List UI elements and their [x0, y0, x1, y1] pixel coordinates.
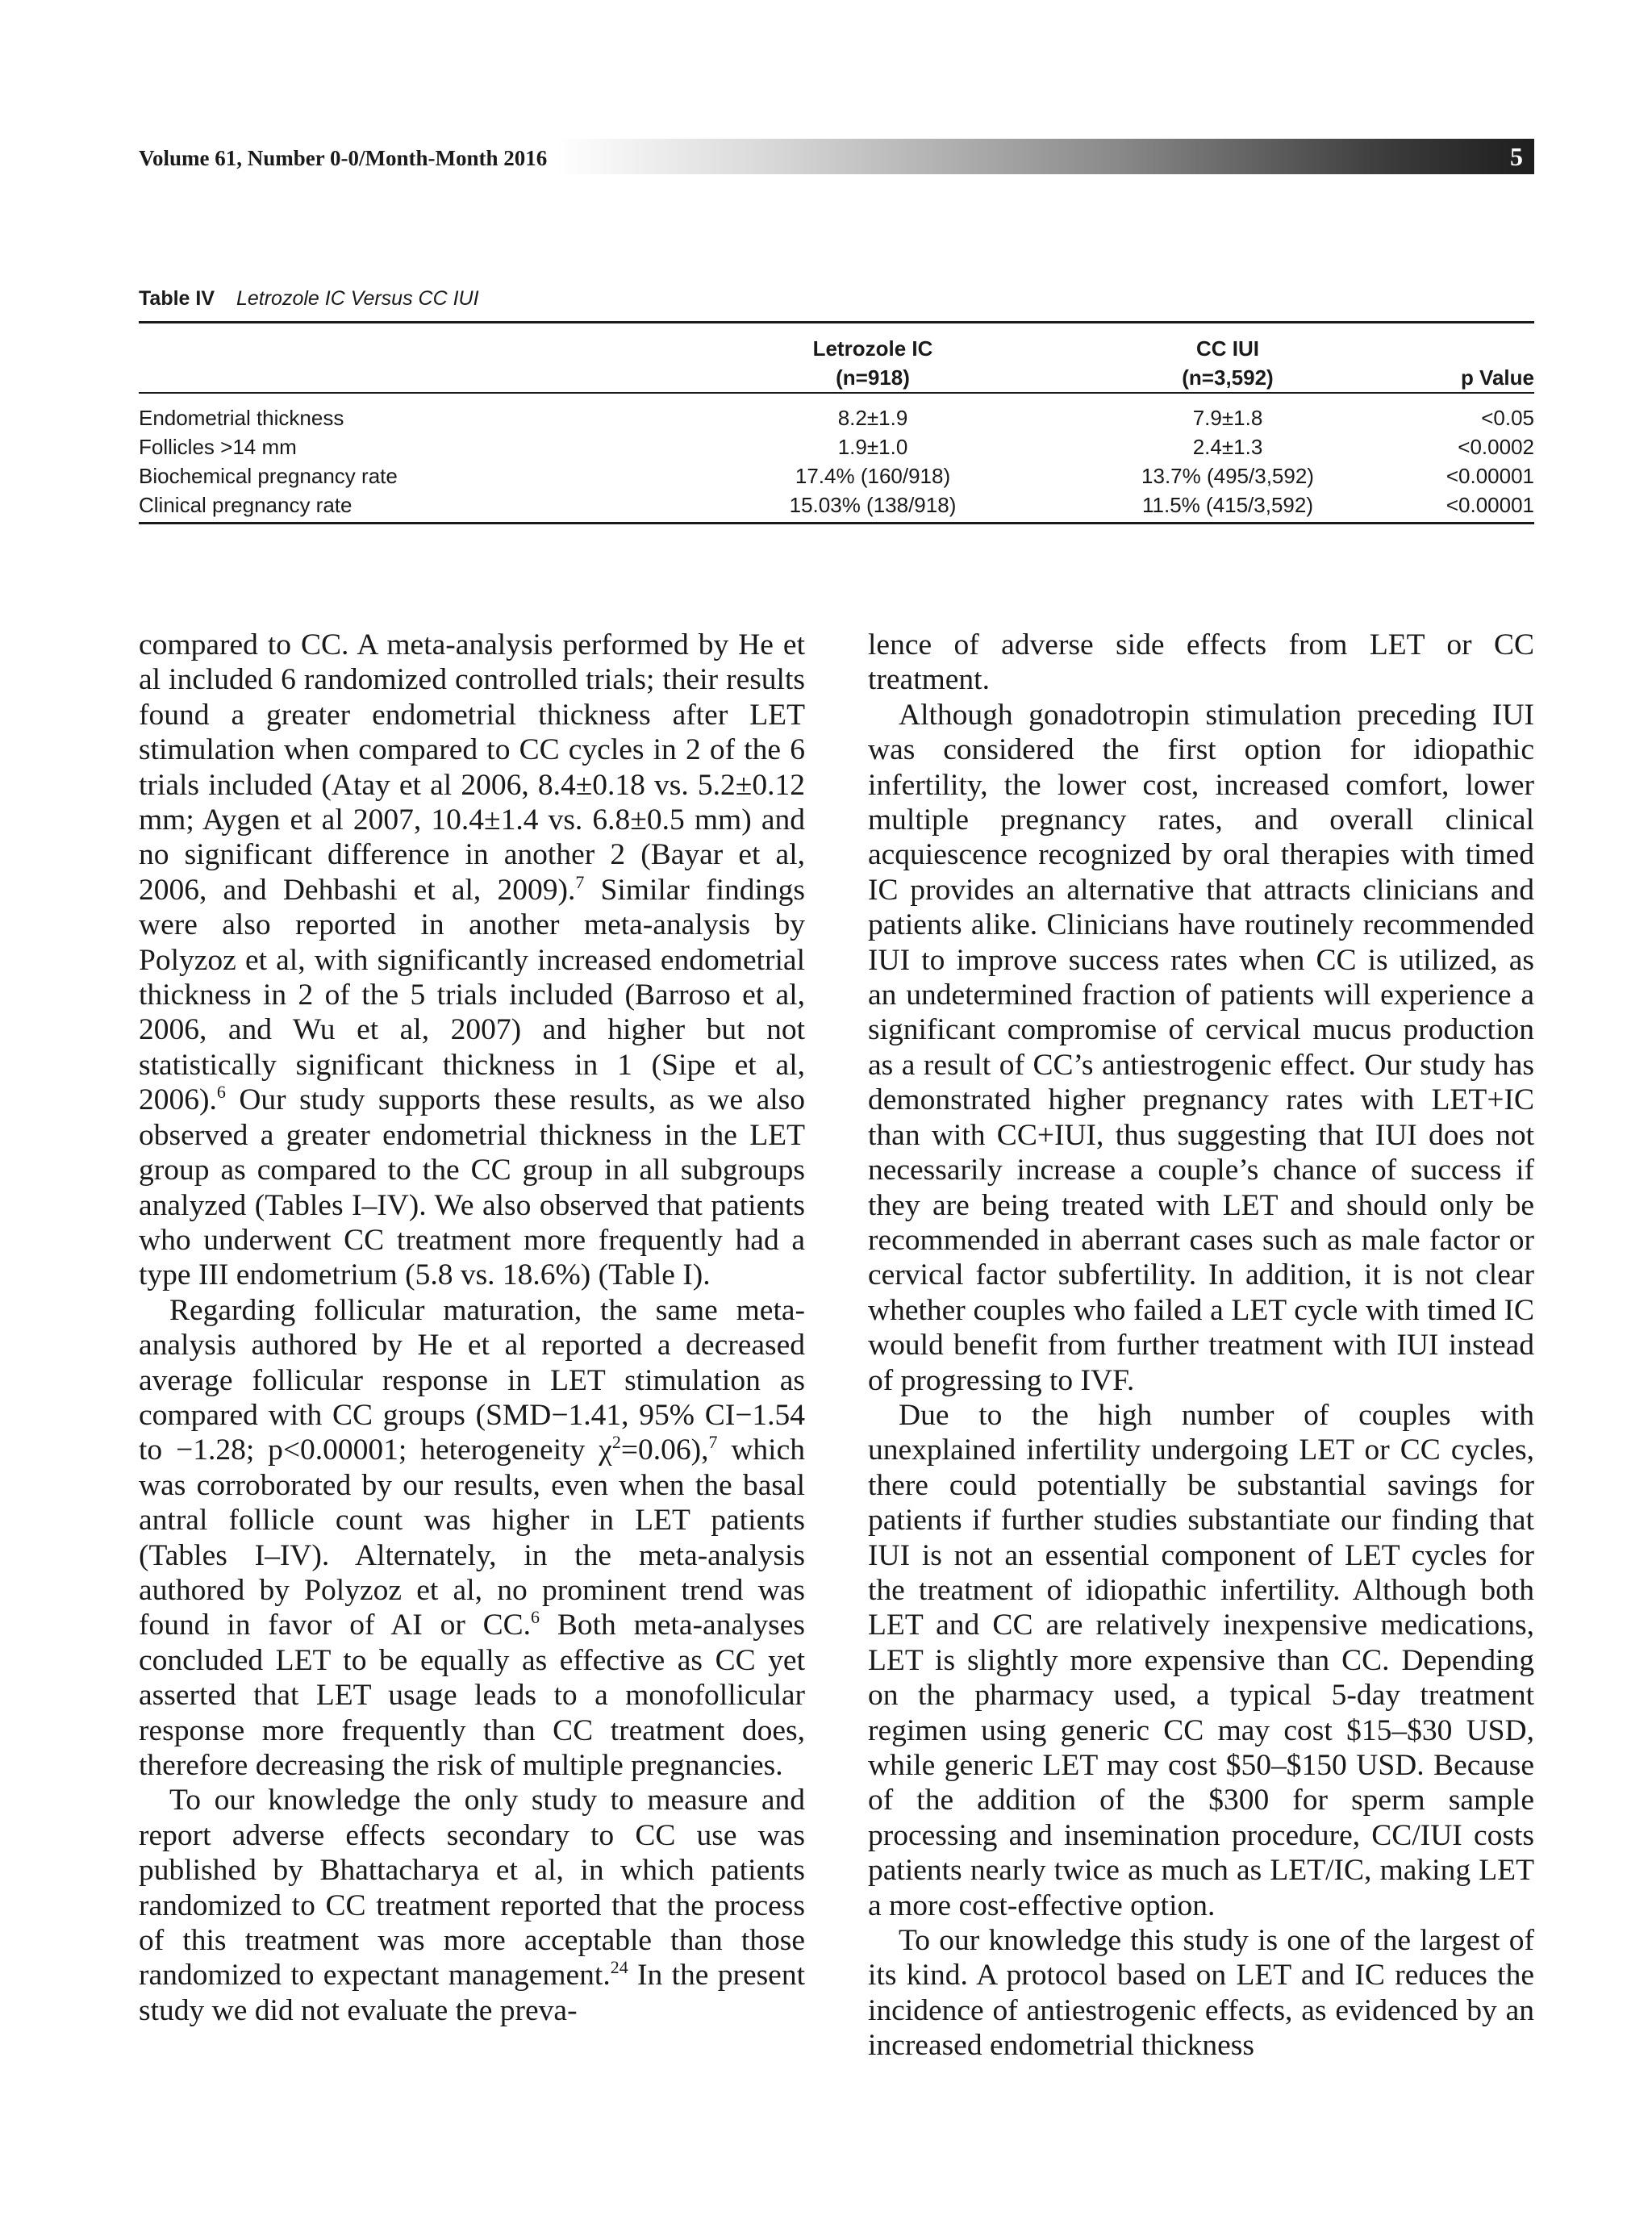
citation-ref: 7: [575, 871, 585, 892]
column-header-letrozole-ic: [639, 326, 1107, 392]
page-number: 5: [1510, 142, 1523, 171]
column-header-p-value: [1349, 326, 1534, 392]
table-row: [139, 392, 1534, 432]
table-label: Table IV: [139, 287, 215, 310]
body-paragraph: [139, 628, 805, 1293]
letrozole-ic-value: 17.4% (160/918): [795, 464, 951, 488]
citation-ref: 7: [708, 1432, 718, 1453]
paragraph-text: Our study supports these results, as we also observed a greater endometrial thickness in the LET group as compared to the CC group in all subgroups analyzed (Tables I–IV). We also observed that patients who underwent CC treatment more frequently had a type III endometrium (5.8 vs. 18.6%) (Table I).: [139, 1083, 805, 1292]
body-paragraph: To our knowledge this study is one of the largest of its kind. A protocol based on LET and IC reduces the incidence of antiestrogenic effects, as evidenced by an increased endometrial thickness: [868, 1924, 1534, 2063]
column-sample-size: (n=3,592): [1182, 365, 1274, 390]
body-column-right: [868, 628, 1534, 2064]
table-title: Letrozole IC Versus CC IUI: [236, 287, 479, 310]
table-header-row: [139, 326, 1534, 392]
body-paragraph: [139, 1293, 805, 1784]
table-row: [139, 432, 1534, 461]
body-paragraph: lence of adverse side effects from LET or CC treatment.: [868, 628, 1534, 697]
body-paragraph: Due to the high number of couples with unexplained infertility undergoing LET or CC cycles, there could potentially be substantial savings for patients if further studies substantiate our finding that IUI is not an essential component of LET cycles for the treatment of idiopathic infertility. Although both LET and CC are relatively inexpensive medications, LET is slightly more expensive than CC. Depending on the pharmacy used, a typical 5-day treatment regimen using generic CC may cost $15–$30 USD, while generic LET may cost $50–$150 USD. Because of the addition of the $300 for sperm sample processing and insemination procedure, CC/IUI costs patients nearly twice as much as LET/IC, making LET a more cost-effective option.: [868, 1398, 1534, 1922]
body-paragraph: [139, 1783, 805, 2028]
p-value: <0.00001: [1446, 493, 1534, 517]
p-value: <0.00001: [1446, 464, 1534, 488]
paragraph-text: Similar findings were also reported in another meta-analysis by Polyzoz et al, with significantly increased endometrial thickness in 2 of the 5 trials included (Barroso et al, 2006, and Wu et al, 2007) and higher but not statistically significant thickness in 1 (Sipe et al, 2006).: [139, 873, 806, 1117]
paragraph-text: Regarding follicular maturation, the same meta-analysis authored by He et al reported a decreased average follicular response in LET stimulation as compared with CC groups (SMD−1.41, 95% CI−1.54 to −1.28; p<0.00001; heterogeneity χ: [139, 1293, 805, 1467]
column-name: Letrozole IC: [812, 336, 933, 361]
cc-iui-value: 2.4±1.3: [1192, 435, 1263, 459]
table-row: [139, 461, 1534, 490]
table-top-rule: [139, 321, 1534, 323]
paragraph-text: To our knowledge the only study to measure and report adverse effects secondary to CC use was published by Bhattacharya et al, in which patients randomized to CC treatment reported that the process of this treatment was more acceptable than those randomized to expectant management.: [139, 1784, 805, 1993]
column-name: p Value: [1460, 365, 1534, 390]
table-caption: [139, 287, 479, 311]
letrozole-ic-value: 1.9±1.0: [837, 435, 908, 459]
citation-ref: 6: [216, 1082, 226, 1103]
superscript: 2: [611, 1432, 621, 1453]
cc-iui-value: 7.9±1.8: [1192, 406, 1263, 430]
column-header-measure: [139, 326, 639, 392]
paragraph-text: In the present study we did not evaluate the preva-: [139, 1959, 805, 2027]
body-paragraph: Although gonadotropin stimulation preceding IUI was considered the first option for idiopathic infertility, the lower cost, increased comfort, lower multiple pregnancy rates, and overall clinical acquiescence recognized by oral therapies with timed IC provides an alternative that attracts clinicians and patients alike. Clinicians have routinely recommended IUI to improve success rates when CC is utilized, as an undetermined fraction of patients will experience a significant compromise of cervical mucus production as a result of CC’s antiestrogenic effect. Our study has demonstrated higher pregnancy rates with LET+IC than with CC+IUI, thus suggesting that IUI does not necessarily increase a couple’s chance of success if they are being treated with LET and should only be recommended in aberrant cases such as male factor or cervical factor subfertility. In addition, it is not clear whether couples who failed a LET cycle with timed IC would benefit from further treatment with IUI instead of progressing to IVF.: [868, 698, 1534, 1397]
row-label: Follicles >14 mm: [139, 435, 297, 459]
column-name: CC IUI: [1196, 336, 1259, 361]
row-label: Clinical pregnancy rate: [139, 493, 353, 517]
column-sample-size: (n=918): [836, 365, 910, 390]
citation-ref: 6: [531, 1607, 540, 1628]
paragraph-text: which was corroborated by our results, even when the basal antral follicle count was higher in LET patients (Tables I–IV). Alternately, in the meta-analysis authored by Polyzoz et al, no prominent trend was found in favor of AI or CC.: [139, 1433, 805, 1642]
paragraph-text: =0.06),: [620, 1433, 709, 1467]
results-table: [139, 326, 1534, 520]
p-value: <0.05: [1481, 406, 1534, 430]
citation-ref: 24: [610, 1957, 628, 1978]
p-value: <0.0002: [1458, 435, 1534, 459]
letrozole-ic-value: 8.2±1.9: [837, 406, 908, 430]
table-row: [139, 490, 1534, 520]
column-header-cc-iui: [1107, 326, 1349, 392]
letrozole-ic-value: 15.03% (138/918): [789, 493, 957, 517]
paragraph-text: Both meta-analyses concluded LET to be equally as effective as CC yet asserted that LET usage leads to a monofollicular response more frequently than CC treatment does, therefore decreasing the risk of multiple pregnancies.: [139, 1609, 805, 1782]
table-bottom-rule: [139, 522, 1534, 524]
body-column-left: [139, 628, 805, 2028]
cc-iui-value: 13.7% (495/3,592): [1141, 464, 1314, 488]
journal-volume-line: Volume 61, Number 0-0/Month-Month 2016: [139, 146, 548, 170]
paragraph-text: compared to CC. A meta-analysis performed by He et al included 6 randomized controlled trials; their results found a greater endometrial thickness after LET stimulation when compared to CC cycles in 2 of the 6 trials included (Atay et al 2006, 8.4±0.18 vs. 5.2±0.12 mm; Aygen et al 2007, 10.4±1.4 vs. 6.8±0.5 mm) and no significant difference in another 2 (Bayar et al, 2006, and Dehbashi et al, 2009).: [139, 628, 805, 907]
cc-iui-value: 11.5% (415/3,592): [1142, 493, 1313, 517]
row-label: Endometrial thickness: [139, 406, 344, 430]
row-label: Biochemical pregnancy rate: [139, 464, 398, 488]
